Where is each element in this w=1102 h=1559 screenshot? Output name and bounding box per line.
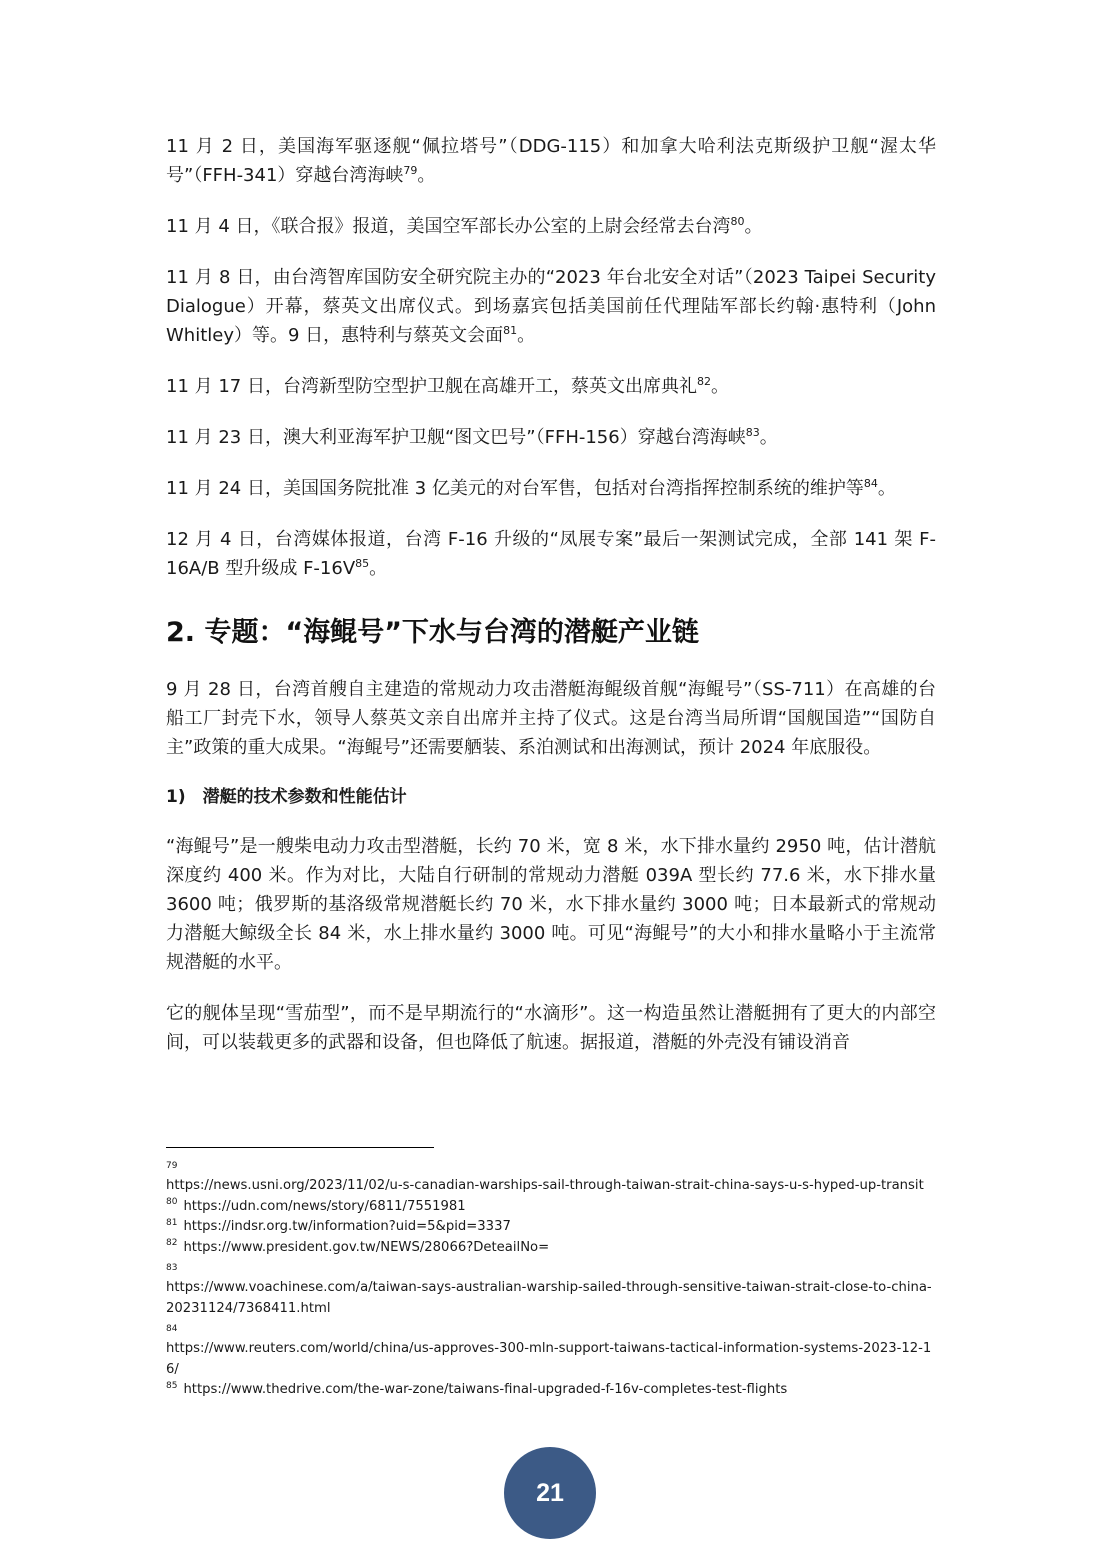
page-number: 21 — [536, 1478, 564, 1507]
chronology-entry: 11 月 17 日，台湾新型防空型护卫舰在高雄开工，蔡英文出席典礼$^{82}$。 — [166, 375, 729, 397]
chronology-entry: 11 月 24 日，美国国务院批准 3 亿美元的对台军售，包括对台湾指挥控制系统的维护等$^{84}$。 — [166, 477, 896, 499]
footnote-number: 81 — [166, 1217, 178, 1228]
footnote-number: 82 — [166, 1238, 178, 1249]
section-intro: 9 月 28 日，台湾首艘自主建造的常规动力攻击潜艇海鲲级首舰“海鲲号”（SS-711）在高雄的台船工厂封壳下水，领导人蔡英文亲自出席并主持了仪式。这是台湾当局所谓“国舰国造”“国防自主”政策的重大成果。“海鲲号”还需要舾装、系泊测试和出海测试，预计 2024 年底服役。 — [166, 679, 936, 758]
footnote-ref[interactable]: 84 — [863, 477, 878, 490]
footnote-ref[interactable]: 83 — [745, 426, 760, 439]
footnote — [166, 1156, 936, 1197]
footnote-ref[interactable]: 85 — [355, 557, 370, 570]
main-content — [166, 132, 936, 1079]
footnote — [166, 1258, 936, 1319]
footnote-ref[interactable]: 82 — [696, 375, 711, 388]
page-number-badge — [504, 1447, 596, 1539]
section-heading: 2. 专题：“海鲲号”下水与台湾的潜艇产业链 — [166, 617, 699, 648]
footnote — [166, 1380, 936, 1401]
footnote-ref[interactable]: 80 — [730, 215, 745, 228]
footnote-divider — [166, 1147, 434, 1148]
footnote — [166, 1197, 936, 1218]
footnote-link[interactable]: https://udn.com/news/story/6811/7551981 — [183, 1198, 466, 1214]
footnote — [166, 1217, 936, 1238]
footnote-number: 79 — [166, 1161, 178, 1171]
footnote — [166, 1238, 936, 1259]
footnote-number: 83 — [166, 1263, 178, 1273]
chronology-entry: 12 月 4 日，台湾媒体报道，台湾 F-16 升级的“凤展专案”最后一架测试完成，全部 141 架 F-16A/B 型升级成 $F-16V^{85}$。 — [166, 529, 936, 579]
subsection-heading: 1) 潜艇的技术参数和性能估计 — [166, 787, 407, 807]
body-paragraph: 它的舰体呈现“雪茄型”，而不是早期流行的“水滴形”。这一构造虽然让潜艇拥有了更大的内部空间，可以装载更多的武器和设备，但也降低了航速。据报道，潜艇的外壳没有铺设消音 — [166, 1003, 936, 1053]
body-paragraph: “海鲲号”是一艘柴电动力攻击型潜艇，长约 70 米，宽 8 米，水下排水量约 2950 吨，估计潜航深度约 400 米。作为对比，大陆自行研制的常规动力潜艇 039A 型长约 77.6 米，水下排水量 3600 吨；俄罗斯的基洛级常规潜艇长约 70 米，水下排水量约 3000 吨；日本最新式的常规动力潜艇大鲸级全长 84 米，水上排水量约 3000 吨。可见“海鲲号”的大小和排水量略小于主流常规潜艇的水平。 — [166, 836, 936, 973]
footnotes-section — [166, 1147, 936, 1401]
footnote-ref[interactable]: 81 — [503, 324, 518, 337]
footnote-link[interactable]: https://www.president.gov.tw/NEWS/28066?DeteailNo= — [183, 1239, 550, 1255]
footnote-link[interactable]: https://news.usni.org/2023/11/02/u-s-canadian-warships-sail-through-taiwan-strait-china-says-u-s-hyped-up-transit — [166, 1178, 924, 1193]
chronology-entry: 11 月 4 日，《联合报》报道，美国空军部长办公室的上尉会经常去台湾$^{80}$。 — [166, 215, 763, 237]
footnote-number: 85 — [166, 1380, 178, 1391]
footnote-number: 84 — [166, 1324, 178, 1334]
chronology-entry: 11 月 8 日，由台湾智库国防安全研究院主办的“2023 年台北安全对话”（2023 Taipei Security Dialogue）开幕，蔡英文出席仪式。到场嘉宾包括美国前任代理陆军部长约翰·惠特利（John Whitley）等。9 日，惠特利与蔡英文会面$^{81}$。 — [166, 267, 936, 346]
chronology-entry: 11 月 23 日，澳大利亚海军护卫舰“图文巴号”（FFH-156）穿越台湾海峡$^{83}$。 — [166, 426, 778, 448]
footnote-link[interactable]: https://www.thedrive.com/the-war-zone/taiwans-final-upgraded-f-16v-completes-test-flights — [183, 1382, 788, 1397]
footnote-link[interactable]: https://www.reuters.com/world/china/us-approves-300-mln-support-taiwans-tactical-information-systems-2023-12-16/ — [166, 1341, 932, 1377]
footnote-link[interactable]: https://indsr.org.tw/information?uid=5&pid=3337 — [183, 1219, 511, 1234]
footnote-number: 80 — [166, 1197, 178, 1208]
footnote-ref[interactable]: 79 — [403, 164, 418, 177]
footnote — [166, 1319, 936, 1380]
footnote-link[interactable]: https://www.voachinese.com/a/taiwan-says-australian-warship-sailed-through-sensitive-taiwan-strait-close-to-china-20231124/7368411.html — [166, 1280, 932, 1316]
chronology-entry: 11 月 2 日，美国海军驱逐舰“佩拉塔号”（DDG-115）和加拿大哈利法克斯级护卫舰“渥太华号”（FFH-341）穿越台湾海峡$^{79}$。 — [166, 136, 936, 186]
